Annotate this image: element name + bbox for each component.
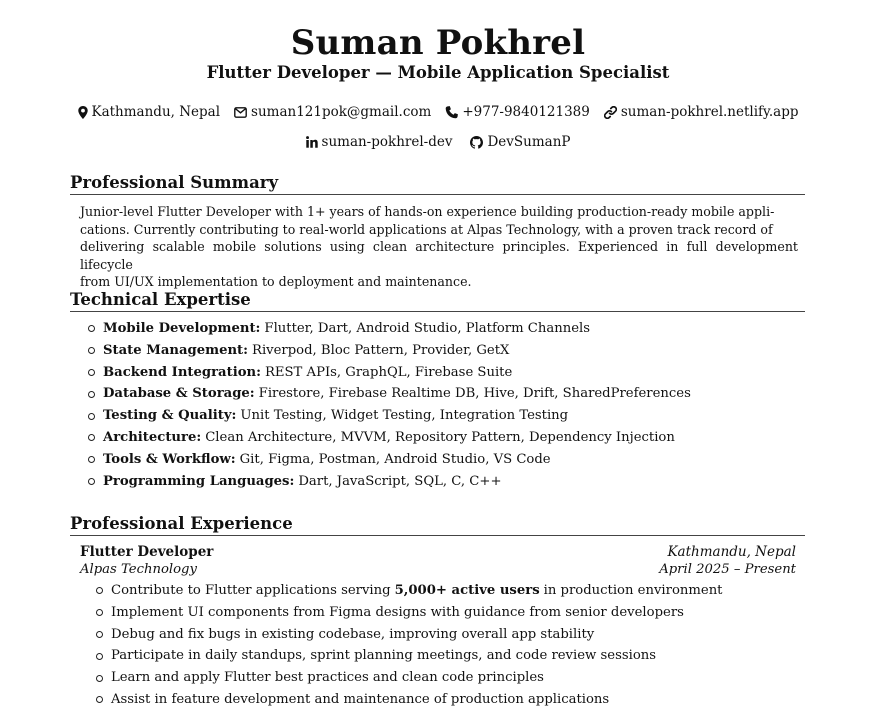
duty-text: in production environment: [543, 583, 723, 598]
bullet-icon: [96, 587, 103, 594]
github-icon: [470, 136, 483, 149]
linkedin-icon: [306, 136, 318, 148]
summary-line: cations. Currently contributing to real-world applications at Alpas Technology, with a proven track record of: [80, 221, 773, 237]
list-item: [96, 667, 722, 689]
duties-list: [96, 580, 722, 711]
skill-value: Unit Testing, Widget Testing, Integration Testing: [240, 408, 569, 424]
location-text: Kathmandu, Nepal: [91, 104, 221, 120]
duty-text: Debug and fix bugs in existing codebase, improving overall app stability: [111, 626, 595, 642]
contact-row-social: [0, 133, 876, 151]
summary-line: from UI/UX implementation to deployment and maintenance.: [80, 274, 472, 289]
contact-email[interactable]: [234, 103, 431, 121]
skill-value: Dart, JavaScript, SQL, C, C++: [298, 473, 502, 489]
github-link[interactable]: DevSumanP: [487, 134, 571, 150]
list-item: [88, 405, 691, 427]
summary-line: delivering scalable mobile solutions using clean architecture principles. Experienced in full development lifecycle: [80, 239, 798, 272]
contact-phone[interactable]: [445, 103, 590, 121]
list-item: [96, 645, 722, 667]
list-item: [96, 624, 722, 646]
phone-icon: [445, 106, 458, 119]
list-item: [88, 449, 691, 471]
skill-label: Architecture:: [103, 429, 202, 445]
bullet-icon: [88, 434, 95, 441]
map-marker-icon: [78, 106, 88, 119]
bullet-icon: [96, 653, 103, 660]
skill-value: Flutter, Dart, Android Studio, Platform Channels: [264, 321, 591, 336]
skill-label: Testing & Quality:: [103, 408, 237, 424]
list-item: [96, 580, 722, 602]
list-item: [88, 362, 691, 384]
contact-linkedin[interactable]: [306, 133, 453, 151]
email-link[interactable]: suman121pok@gmail.com: [251, 104, 432, 120]
skill-label: Programming Languages:: [103, 473, 295, 489]
duty-text: Learn and apply Flutter best practices and clean code principles: [111, 670, 544, 686]
phone-number[interactable]: +977-9840121389: [462, 104, 590, 120]
skills-heading: Technical Expertise: [70, 290, 805, 312]
list-item: [88, 318, 691, 340]
linkedin-link[interactable]: suman-pokhrel-dev: [321, 134, 453, 150]
envelope-icon: [234, 107, 247, 118]
job-dates: April 2025 – Present: [659, 562, 796, 577]
list-item: [88, 471, 691, 493]
bullet-icon: [88, 347, 95, 354]
bullet-icon: [88, 325, 95, 332]
link-icon: [604, 106, 617, 119]
summary-heading: Professional Summary: [70, 173, 805, 195]
page-title: Suman Pokhrel: [290, 23, 586, 63]
skill-value: Firestore, Firebase Realtime DB, Hive, Drift, SharedPreferences: [258, 386, 691, 402]
skill-label: Backend Integration:: [103, 364, 261, 380]
list-item: [88, 427, 691, 449]
experience-heading: Professional Experience: [70, 514, 805, 536]
bullet-icon: [88, 369, 95, 376]
skill-label: State Management:: [103, 342, 249, 358]
bullet-icon: [96, 675, 103, 682]
summary-line: Junior-level Flutter Developer with 1+ years of hands-on experience building production-ready mobile appli-: [80, 204, 775, 219]
duty-text: Implement UI components from Figma designs with guidance from senior developers: [111, 604, 684, 620]
skill-label: Mobile Development:: [103, 321, 261, 336]
bullet-icon: [96, 696, 103, 703]
duty-text: Assist in feature development and maintenance of production applications: [111, 691, 610, 707]
bullet-icon: [96, 631, 103, 638]
summary-paragraph: [80, 203, 798, 291]
list-item: [88, 340, 691, 362]
skill-value: Git, Figma, Postman, Android Studio, VS Code: [239, 451, 551, 467]
skill-label: Tools & Workflow:: [103, 451, 236, 467]
duty-text: Participate in daily standups, sprint planning meetings, and code review sessions: [111, 648, 657, 664]
bullet-icon: [96, 609, 103, 616]
job-role: Flutter Developer: [80, 544, 214, 560]
duty-highlight: 5,000+ active users: [394, 583, 540, 598]
list-item: [96, 602, 722, 624]
website-link[interactable]: suman-pokhrel.netlify.app: [620, 104, 799, 120]
bullet-icon: [88, 478, 95, 485]
bullet-icon: [88, 413, 95, 420]
bullet-icon: [88, 456, 95, 463]
contact-row-primary: [0, 103, 876, 121]
contact-location: [78, 103, 221, 121]
list-item: [96, 689, 722, 711]
skill-value: REST APIs, GraphQL, Firebase Suite: [264, 364, 513, 380]
skill-value: Riverpod, Bloc Pattern, Provider, GetX: [252, 342, 510, 358]
skills-list: [88, 318, 691, 492]
bullet-icon: [88, 391, 95, 398]
skill-label: Database & Storage:: [103, 386, 255, 402]
job-location: Kathmandu, Nepal: [667, 544, 796, 560]
list-item: [88, 383, 691, 405]
job-company: Alpas Technology: [80, 562, 197, 577]
skill-value: Clean Architecture, MVVM, Repository Pattern, Dependency Injection: [205, 429, 675, 445]
duty-text: Contribute to Flutter applications serving: [111, 583, 391, 598]
contact-github[interactable]: [470, 133, 570, 151]
job-subtitle: Flutter Developer — Mobile Application Specialist: [206, 63, 670, 82]
contact-website[interactable]: [604, 103, 799, 121]
